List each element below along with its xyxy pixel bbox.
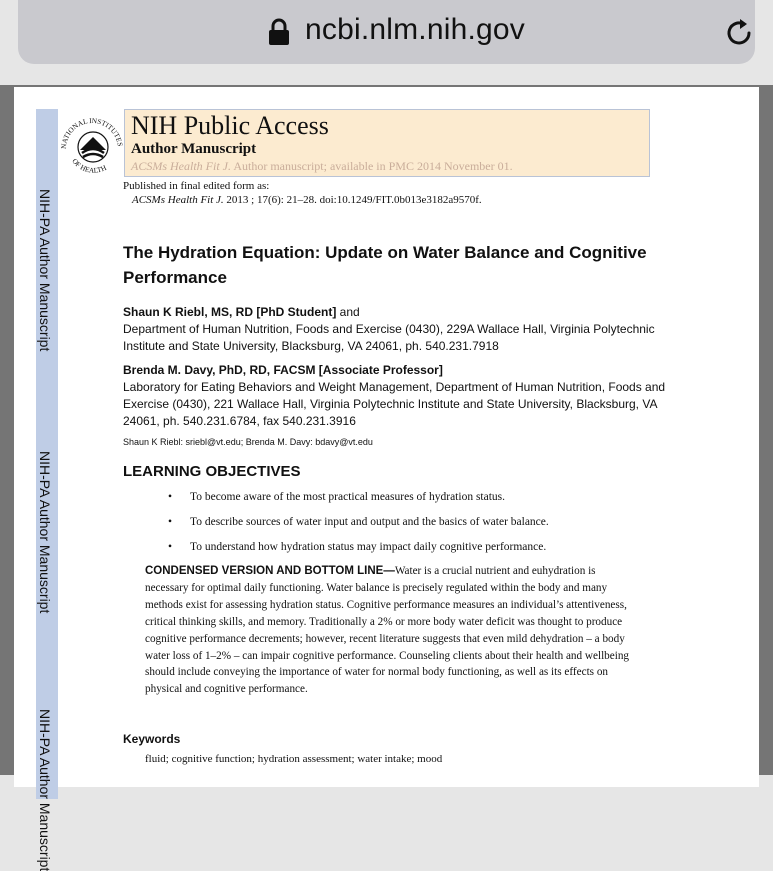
pdf-viewer[interactable] [0, 85, 773, 871]
address-bar[interactable] [18, 0, 755, 64]
pdf-page: NIH-PA Author Manuscript NIH-PA Author Manuscript NIH-PA Author Manuscript NATIONAL INSTITUTES OF HEALTH NIH Public Access Author Manuscript ACSMs Health Fit J. Author manuscript; available in PMC 2014 November 01. Published in final edited form as: ACSMs Health Fit J. 2013 ; 17(6): 21–28. doi:10.1249/FIT.0b013e3182a9570f. The Hydration Equation: Update on Water Balance and Cognitive Performance Shaun K Riebl, MS, RD [PhD Student] and Department of Human Nutrition, Foods and Exercise (0430), 229A Wallace Hall, Virginia Polytechnic Institute and State University, Blacksburg, VA 24061, ph. 540.231.7918 Brenda M. Davy, PhD, RD, FACSM [Associate Professor] Laboratory for Eating Behaviors and Weight Management, Department of Human Nutrition, Foods and Exercise (0430), 221 Wallace Hall, Virginia Polytechnic Institute and State University, Blacksburg, VA 24061, ph. 540.231.6784, fax 540.231.3916 Shaun K Riebl: sriebl@vt.edu; Brenda M. Davy: bdavy@vt.edu LEARNING OBJECTIVES • To become aware of the most practical measures of hydration status. • To describe sources of water input and output and the basics of water balance. • To understand how hydration status may impact daily cognitive performance. CONDENSED VERSION AND BOTTOM LINE—Water is a crucial nutrient and euhydration is necessary for optimal daily functioning. Water balance is precisely regulated within the body and many methods exist for assessing hydration status. Cognitive performance measures an individual’s attentiveness, critical thinking skills, and memory. Traditionally a 2% or more body water deficit was thought to produce cognitive performance decrements; however, recent literature suggests that even mild dehydration – a body water loss of 1–2% – can impair cognitive performance. Counseling clients about their health and wellbeing should include conveying the importance of water for normal body functioning, as well as its effects on physical and cognitive performance. Keywords fluid; cognitive function; hydration assessment; water intake; mood [14, 87, 759, 787]
article-title: The Hydration Equation: Update on Water Balance and Cognitive Performance [123, 243, 647, 287]
sidebar-label: NIH-PA Author Manuscript [37, 709, 53, 871]
logo-text-bottom: OF HEALTH [70, 157, 108, 175]
lock-icon [269, 19, 289, 45]
published-label: Published in final edited form as: [123, 180, 270, 192]
condensed-heading: CONDENSED VERSION AND BOTTOM LINE— [145, 565, 395, 577]
nih-sidebar [36, 109, 58, 871]
browser-toolbar [0, 0, 773, 85]
citation: ACSMs Health Fit J. 2013 ; 17(6): 21–28. doi:10.1249/FIT.0b013e3182a9570f. [132, 194, 482, 206]
logo-text-top: NATIONAL INSTITUTES [59, 116, 124, 150]
author-affiliation: Laboratory for Eating Behaviors and Weight Management, Department of Human Nutrition, Foods and Exercise (0430), 221 Wallace Hall, Virginia Polytechnic Institute and State University, Blacksburg, VA 24061, ph. 540.231.6784, fax 540.231.3916 [123, 380, 666, 428]
author-name: Brenda M. Davy, PhD, RD, FACSM [Associate Professor] [123, 363, 443, 377]
author-emails: Shaun K Riebl: sriebl@vt.edu; Brenda M. Davy: bdavy@vt.edu [123, 437, 373, 447]
header-title: NIH Public Access [131, 111, 329, 140]
condensed-text: Water is a crucial nutrient and euhydration is necessary for optimal daily functioning. Water balance is precisely regulated within the body and many methods exist for assessing hydration status. Cognitive performance measures an individual’s attentiveness, critical thinking skills, and memory. Traditionally a 2% or more body water deficit was thought to produce cognitive performance decrements; however, recent literature suggests that even mild dehydration – a body water loss of 1–2% – can impair cognitive performance. Counseling clients about their health and wellbeing should include conveying the importance of water for normal body functioning, as well as its effects on physical and cognitive performance. [145, 565, 630, 696]
svg-text:OF HEALTH [70, 157, 107, 175]
keywords-heading: Keywords [123, 732, 181, 746]
author-name: Shaun K Riebl, MS, RD [PhD Student] and [123, 305, 360, 319]
nih-logo [58, 109, 124, 181]
author-affiliation: Department of Human Nutrition, Foods and Exercise (0430), 229A Wallace Hall, Virginia Polytechnic Institute and State University, Blacksburg, VA 24061, ph. 540.231.7918 [123, 322, 655, 353]
sidebar-label: NIH-PA Author Manuscript [37, 189, 53, 352]
nih-public-access-header [124, 109, 650, 177]
keywords-text: fluid; cognitive function; hydration assessment; water intake; mood [145, 753, 443, 765]
header-subtitle: Author Manuscript [131, 141, 257, 157]
url-text[interactable]: ncbi.nlm.nih.gov [305, 13, 525, 46]
sidebar-label: NIH-PA Author Manuscript [37, 451, 53, 614]
header-availability: ACSMs Health Fit J. Author manuscript; available in PMC 2014 November 01. [131, 159, 513, 173]
reload-icon[interactable] [722, 16, 756, 50]
condensed-summary [145, 563, 635, 698]
learning-objectives-heading: LEARNING OBJECTIVES [123, 463, 301, 480]
